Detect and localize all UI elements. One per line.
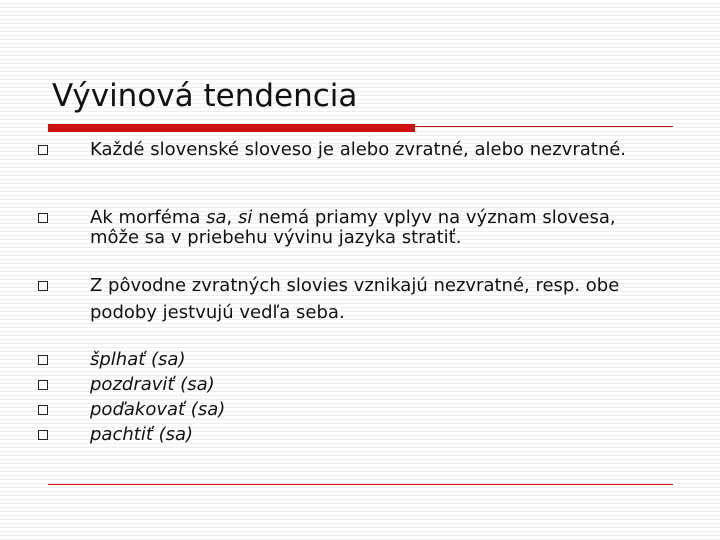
example-text: pozdraviť (sa): [90, 374, 215, 395]
bullet-text-part: nemá priamy vplyv na význam slovesa, môže sa v priebehu vývinu jazyka stratiť.: [90, 207, 616, 248]
square-bullet-icon: [38, 355, 48, 365]
square-bullet-icon: [38, 380, 48, 390]
bullet-item: [90, 272, 670, 326]
bullet-item: [90, 208, 670, 248]
bullet-text: Z pôvodne zvratných slovies vznikajú nezvratné, resp. obe podoby jestvujú vedľa seba.: [90, 275, 620, 323]
bullet-item: [90, 140, 670, 160]
slide-title: Vývinová tendencia: [52, 78, 358, 114]
example-text: šplhať (sa): [90, 349, 186, 370]
bullet-text: Každé slovenské sloveso je alebo zvratné, alebo nezvratné.: [90, 139, 627, 160]
example-item: [90, 375, 670, 395]
title-underline-line: [415, 126, 673, 127]
title-underline-accent: [48, 124, 415, 132]
example-text: pachtiť (sa): [90, 424, 194, 445]
square-bullet-icon: [38, 405, 48, 415]
example-item: [90, 425, 670, 445]
square-bullet-icon: [38, 145, 48, 155]
bullet-text-emphasis: sa: [206, 207, 227, 228]
square-bullet-icon: [38, 213, 48, 223]
example-item: [90, 350, 670, 370]
bullet-text-part: Ak morféma: [90, 207, 207, 228]
example-text: poďakovať (sa): [90, 399, 226, 420]
square-bullet-icon: [38, 430, 48, 440]
bottom-divider: [48, 484, 673, 485]
bullet-text-part: ,: [226, 207, 238, 228]
bullet-text-emphasis: si: [237, 207, 253, 228]
square-bullet-icon: [38, 281, 48, 291]
example-item: [90, 400, 670, 420]
